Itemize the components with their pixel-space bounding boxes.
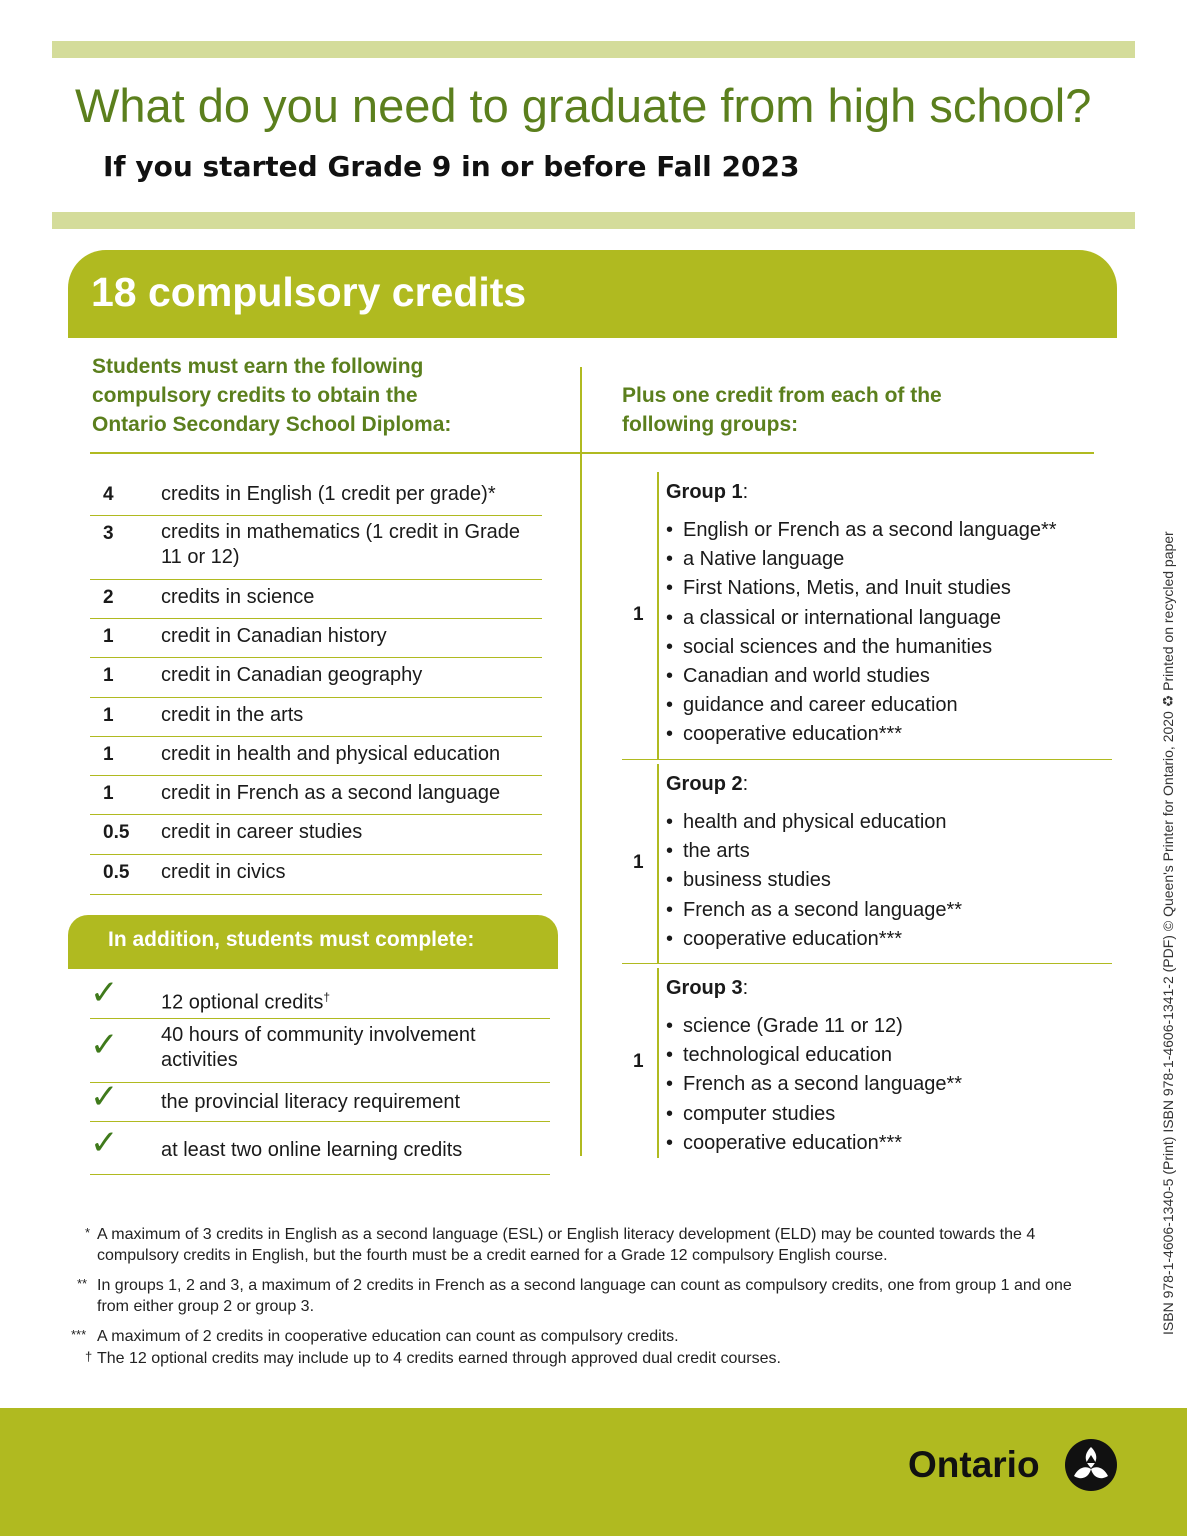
bullet-icon: • bbox=[666, 606, 674, 629]
group-item-label: cooperative education*** bbox=[683, 723, 903, 746]
credit-count: 1 bbox=[103, 665, 114, 686]
group-item-label: social sciences and the humanities bbox=[683, 635, 993, 658]
table-row bbox=[90, 736, 542, 776]
group-title bbox=[666, 773, 748, 796]
group-name: Group 2 bbox=[666, 773, 743, 795]
table-row bbox=[90, 515, 542, 580]
bullet-icon: • bbox=[666, 519, 674, 541]
footnote-text: The 12 optional credits may include up to 4 credits earned through approved dual credit courses. bbox=[97, 1350, 781, 1367]
credit-description: credit in French as a second language bbox=[161, 782, 501, 804]
credit-count: 0.5 bbox=[103, 822, 130, 843]
group-item bbox=[666, 691, 1057, 720]
group-item bbox=[666, 896, 962, 925]
credit-description: credit in career studies bbox=[161, 821, 363, 843]
credit-count: 1 bbox=[103, 626, 114, 647]
bullet-icon: • bbox=[666, 840, 674, 863]
checkmark-icon: ✓ bbox=[90, 1076, 119, 1117]
group-item bbox=[666, 574, 1057, 603]
credit-description: credit in Canadian history bbox=[161, 625, 387, 647]
group-item-label: cooperative education*** bbox=[683, 927, 903, 950]
table-row bbox=[90, 579, 542, 619]
credit-count: 1 bbox=[103, 705, 114, 726]
group-item-label: science (Grade 11 or 12) bbox=[683, 1015, 903, 1037]
group-item-label: English or French as a second language** bbox=[683, 519, 1057, 541]
group-item bbox=[666, 1041, 962, 1070]
list-item bbox=[90, 1076, 550, 1122]
group-item-label: Canadian and world studies bbox=[683, 665, 930, 688]
group-credit-count: 1 bbox=[633, 852, 644, 873]
credit-count: 2 bbox=[103, 587, 114, 608]
group-item-label: a classical or international language bbox=[683, 606, 1001, 629]
groups-intro: Plus one credit from each of the following groups: bbox=[622, 384, 942, 436]
requirement-text bbox=[161, 1090, 541, 1115]
bullet-icon: • bbox=[666, 577, 674, 600]
group-item bbox=[666, 1100, 962, 1129]
group-item-label: First Nations, Metis, and Inuit studies bbox=[683, 577, 1011, 600]
group-title bbox=[666, 977, 748, 1000]
footnote-mark: † bbox=[323, 990, 331, 1004]
bullet-icon: • bbox=[666, 869, 674, 892]
bullet-icon: • bbox=[666, 694, 674, 717]
footnote-text: A maximum of 3 credits in English as a second language (ESL) or English literacy development (ELD) may be counted towards the 4 compulsory credits in English, but the fourth must be a credit earned for a Grade 12 compulsory English course. bbox=[97, 1226, 1036, 1264]
list-item bbox=[90, 972, 550, 1019]
footnote-text: In groups 1, 2 and 3, a maximum of 2 credits in French as a second language can count as compulsory credits, one from group 1 and one from either group 2 or group 3. bbox=[97, 1277, 1072, 1315]
requirement-label: 12 optional credits bbox=[161, 991, 324, 1014]
group-item bbox=[666, 808, 962, 837]
group-item bbox=[666, 633, 1057, 662]
group-name: Group 1 bbox=[666, 481, 743, 503]
group-item bbox=[666, 837, 962, 866]
group-item-label: computer studies bbox=[683, 1102, 836, 1125]
bullet-icon: • bbox=[666, 811, 674, 833]
list-item bbox=[90, 1121, 550, 1175]
intro-divider bbox=[90, 452, 1094, 454]
bullet-icon: • bbox=[666, 635, 674, 658]
list-item bbox=[90, 1018, 550, 1083]
group-title bbox=[666, 481, 748, 504]
group-item-label: French as a second language** bbox=[683, 1073, 963, 1096]
group-item-label: technological education bbox=[683, 1044, 893, 1067]
bullet-icon: • bbox=[666, 927, 674, 950]
checkmark-icon: ✓ bbox=[90, 1025, 119, 1065]
group-items bbox=[666, 1012, 962, 1158]
bullet-icon: • bbox=[666, 665, 674, 688]
bullet-icon: • bbox=[666, 723, 674, 746]
page-subtitle: If you started Grade 9 in or before Fall 2023 bbox=[103, 150, 800, 183]
group-colon: : bbox=[742, 977, 749, 999]
group-credit-count: 1 bbox=[633, 604, 644, 625]
requirement-label: 40 hours of community involvement activities bbox=[161, 1024, 476, 1071]
bullet-icon: • bbox=[666, 548, 674, 571]
credit-count: 0.5 bbox=[103, 862, 130, 883]
group-separator bbox=[622, 963, 1112, 964]
credit-count: 3 bbox=[103, 523, 114, 544]
bullet-icon: • bbox=[666, 1044, 674, 1067]
group-colon: : bbox=[742, 481, 749, 503]
group-item-label: cooperative education*** bbox=[683, 1131, 903, 1154]
group-items bbox=[666, 516, 1057, 750]
group-item bbox=[666, 720, 1057, 749]
group-item-label: health and physical education bbox=[683, 811, 947, 833]
bullet-icon: • bbox=[666, 1131, 674, 1154]
group-item-label: a Native language bbox=[683, 548, 845, 571]
checkmark-icon: ✓ bbox=[90, 972, 119, 1013]
credit-description: credits in English (1 credit per grade)* bbox=[161, 483, 496, 505]
table-row bbox=[90, 814, 542, 855]
compulsory-intro: Students must earn the following compulsory credits to obtain the Ontario Secondary School Diploma: bbox=[92, 355, 452, 436]
table-row bbox=[90, 657, 542, 698]
requirement-text bbox=[161, 1023, 541, 1073]
trillium-icon bbox=[1064, 1438, 1118, 1492]
group-item-label: French as a second language** bbox=[683, 898, 963, 921]
table-row bbox=[90, 775, 542, 815]
compulsory-heading: 18 compulsory credits bbox=[91, 269, 527, 315]
group-divider bbox=[657, 472, 659, 760]
credit-description: credit in civics bbox=[161, 861, 286, 883]
group-item bbox=[666, 1129, 962, 1158]
group-item bbox=[666, 545, 1057, 574]
compulsory-header bbox=[68, 250, 1117, 338]
bullet-icon: • bbox=[666, 898, 674, 921]
group-colon: : bbox=[742, 773, 749, 795]
table-row bbox=[90, 854, 542, 895]
group-separator bbox=[622, 759, 1112, 760]
title-bottom-band bbox=[52, 212, 1135, 229]
credit-count: 1 bbox=[103, 744, 114, 765]
addition-heading: In addition, students must complete: bbox=[108, 928, 475, 951]
credit-description: credit in the arts bbox=[161, 704, 304, 726]
group-item-label: business studies bbox=[683, 869, 831, 892]
requirement-text bbox=[161, 1138, 541, 1163]
group-item bbox=[666, 662, 1057, 691]
requirement-label: the provincial literacy requirement bbox=[161, 1091, 461, 1113]
group-credit-count: 1 bbox=[633, 1051, 644, 1072]
credit-count: 1 bbox=[103, 783, 114, 804]
credit-description: credits in mathematics (1 credit in Grade 11 or 12) bbox=[161, 521, 521, 568]
group-item-label: the arts bbox=[683, 840, 750, 863]
group-item bbox=[666, 1012, 962, 1041]
footnote-mark: ** bbox=[77, 1276, 88, 1291]
top-band bbox=[52, 41, 1135, 58]
credit-description: credits in science bbox=[161, 586, 315, 608]
requirement-text bbox=[161, 985, 541, 1016]
bullet-icon: • bbox=[666, 1015, 674, 1037]
group-item bbox=[666, 866, 962, 895]
credit-description: credit in Canadian geography bbox=[161, 664, 423, 686]
side-imprint: ISBN 978-1-4606-1340-5 (Print) ISBN 978-1-4606-1341-2 (PDF) © Queen's Printer for Ontario, 2020 ♻ Printed on recycled paper bbox=[1160, 531, 1176, 1335]
group-item-label: guidance and career education bbox=[683, 694, 958, 717]
addition-header bbox=[68, 915, 558, 969]
bullet-icon: • bbox=[666, 1102, 674, 1125]
table-row bbox=[90, 618, 542, 658]
footnote-mark: † bbox=[85, 1349, 93, 1364]
credit-description: credit in health and physical education bbox=[161, 743, 501, 765]
group-divider bbox=[657, 764, 659, 964]
group-item bbox=[666, 925, 962, 954]
page-title: What do you need to graduate from high school? bbox=[75, 79, 1092, 132]
group-item bbox=[666, 516, 1057, 545]
checkmark-icon: ✓ bbox=[90, 1122, 119, 1163]
footnote-text: A maximum of 2 credits in cooperative education can count as compulsory credits. bbox=[97, 1328, 679, 1345]
footnote-mark: * bbox=[85, 1225, 91, 1240]
ontario-logo-text: Ontario bbox=[908, 1444, 1040, 1485]
credit-count: 4 bbox=[103, 484, 114, 505]
group-item bbox=[666, 604, 1057, 633]
bullet-icon: • bbox=[666, 1073, 674, 1096]
footnote-mark: *** bbox=[71, 1327, 87, 1342]
group-items bbox=[666, 808, 962, 954]
table-row bbox=[90, 476, 542, 516]
group-item bbox=[666, 1070, 962, 1099]
column-divider bbox=[580, 367, 582, 1156]
group-divider bbox=[657, 968, 659, 1158]
group-name: Group 3 bbox=[666, 977, 743, 999]
requirement-label: at least two online learning credits bbox=[161, 1139, 463, 1161]
table-row bbox=[90, 697, 542, 737]
